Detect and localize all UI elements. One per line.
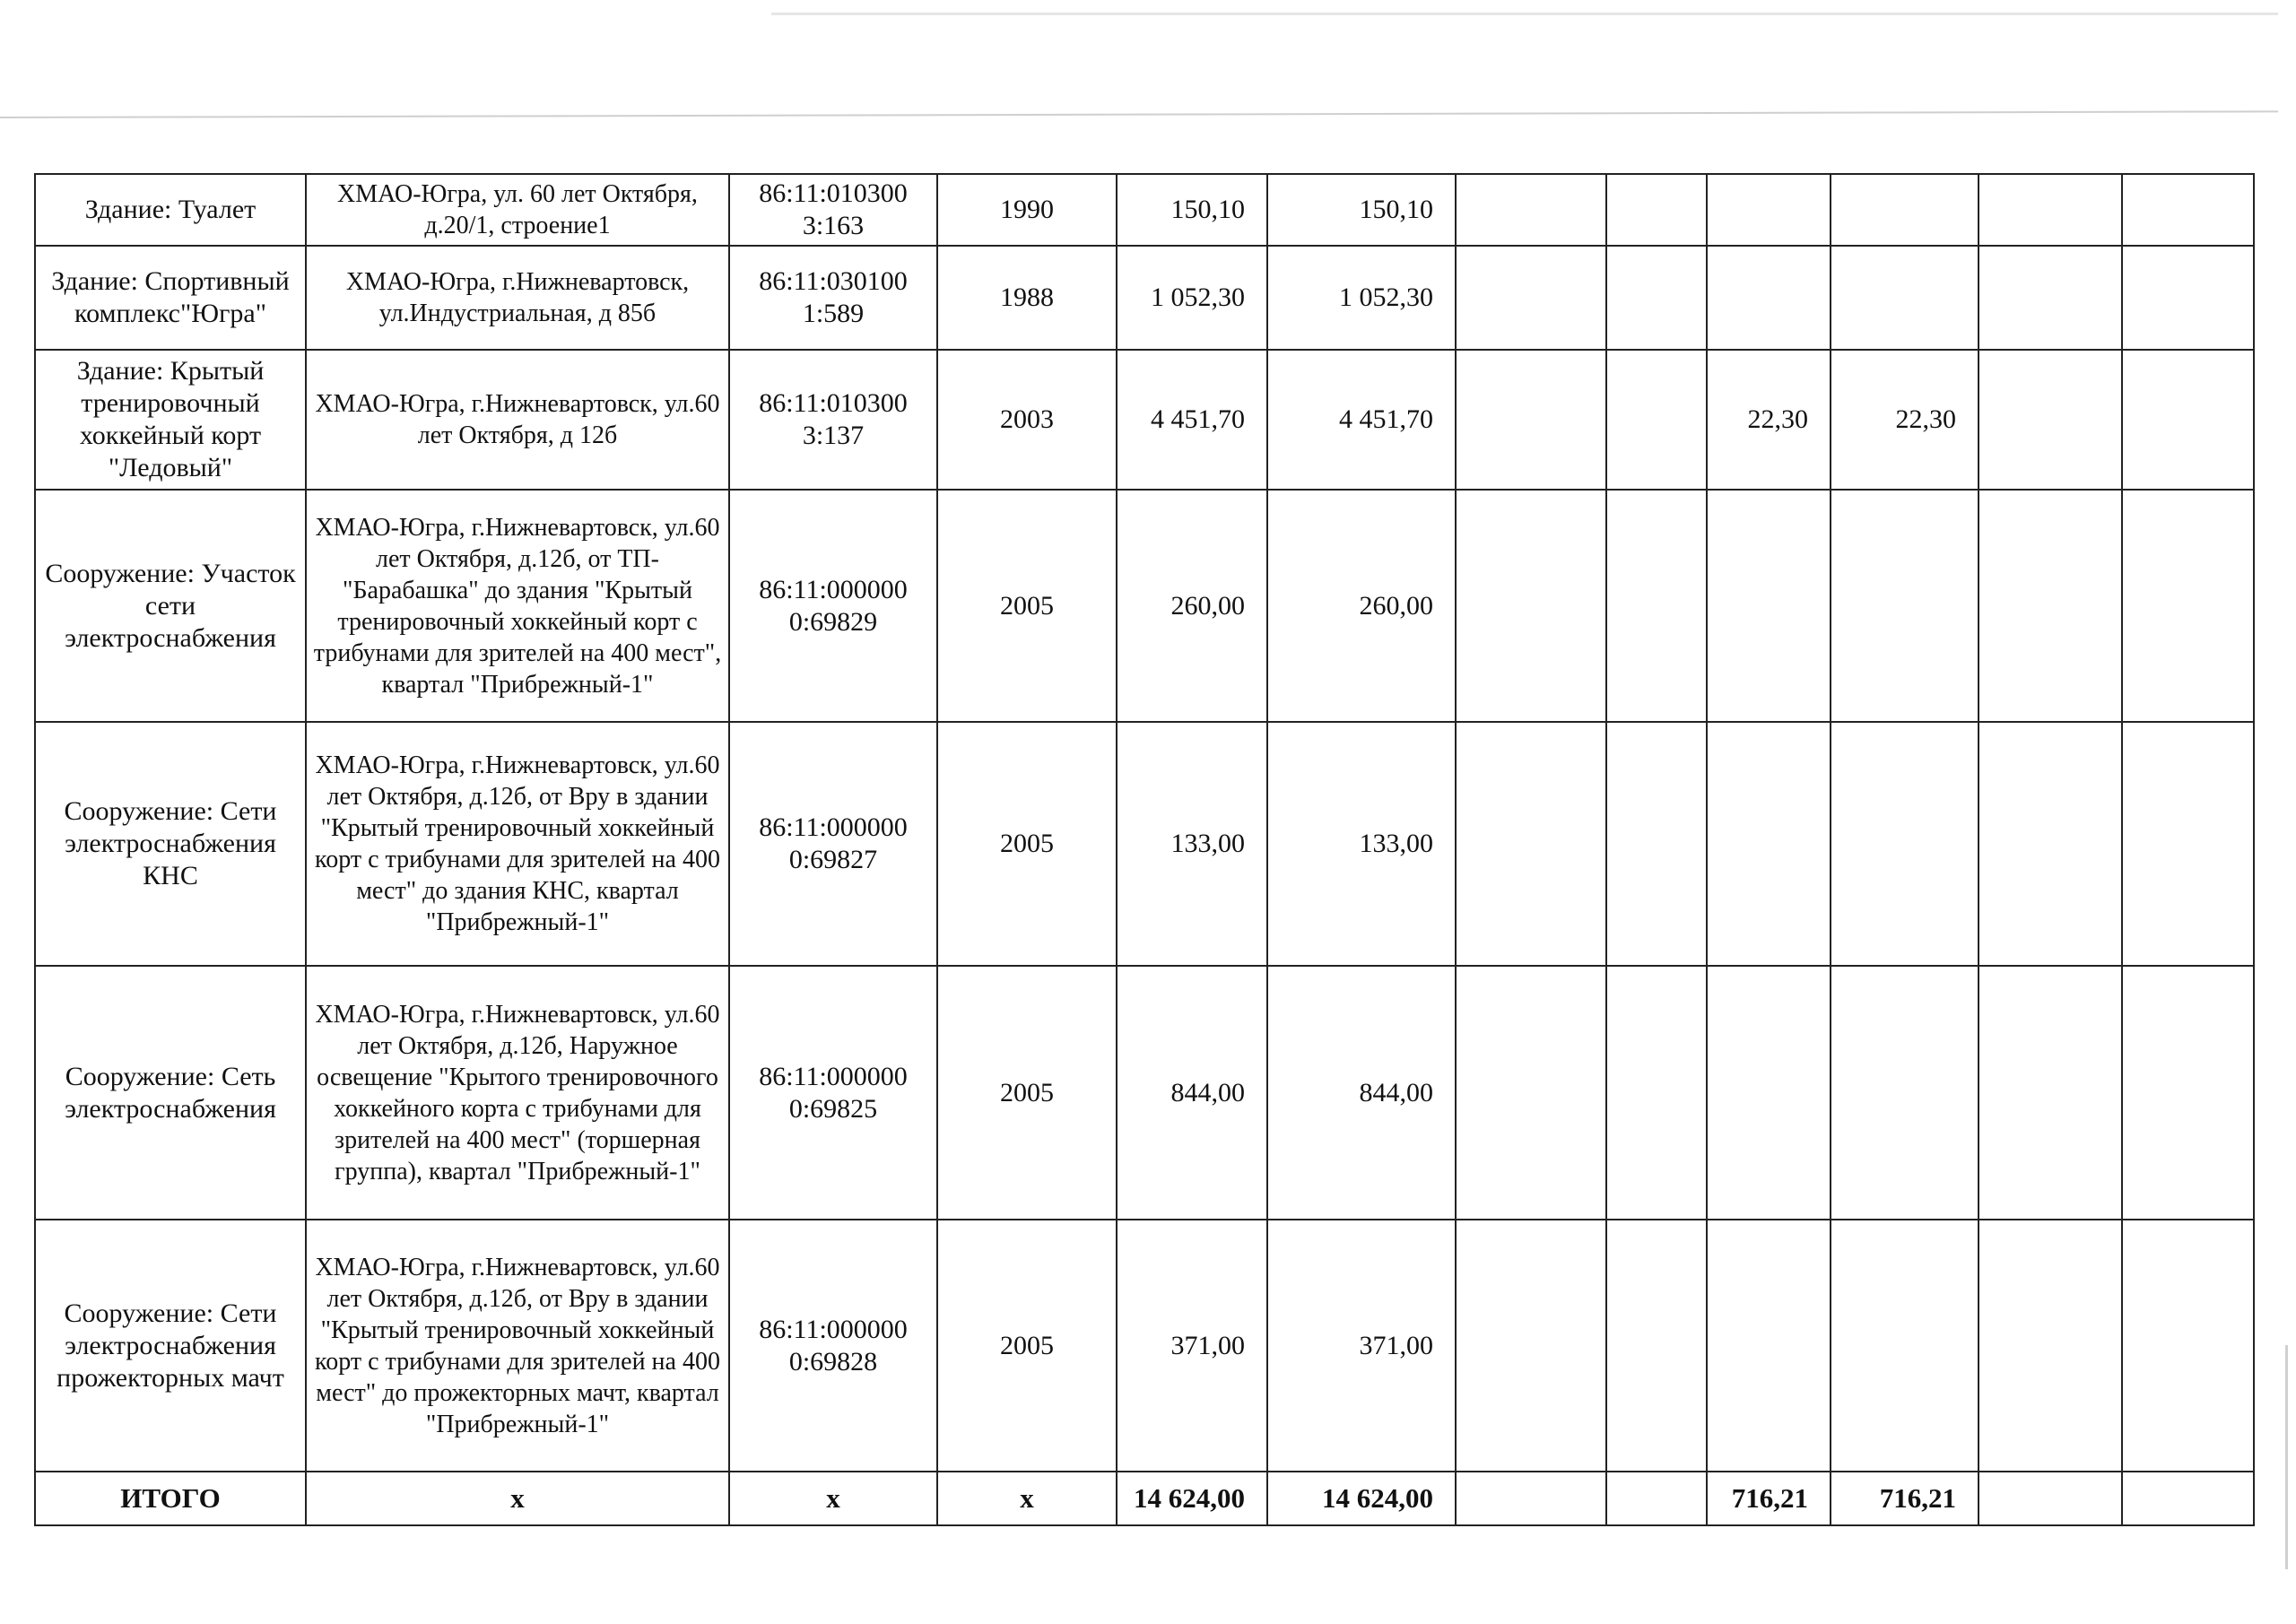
object-name: Сооружение: Сети электроснабжения прожекторных мачт (35, 1220, 306, 1472)
area-part (1707, 1220, 1831, 1472)
empty-cell (1979, 1472, 2122, 1525)
property-table (34, 173, 2255, 1526)
empty-cell (1606, 246, 1707, 350)
area-part (1707, 966, 1831, 1220)
area-total: 844,00 (1117, 966, 1267, 1220)
build-year: 2005 (937, 490, 1117, 722)
empty-cell (1606, 1220, 1707, 1472)
empty-cell (1979, 174, 2122, 246)
empty-cell (2122, 490, 2254, 722)
object-name: Здание: Туалет (35, 174, 306, 246)
cadastral-number: 86:11:000000 0:69829 (729, 490, 937, 722)
empty-cell (2122, 966, 2254, 1220)
empty-cell (2122, 1220, 2254, 1472)
object-address: ХМАО-Югра, г.Нижневартовск, ул.60 лет Октября, д 12б (306, 350, 729, 490)
object-address: ХМАО-Югра, ул. 60 лет Октября, д.20/1, строение1 (306, 174, 729, 246)
object-address: ХМАО-Югра, г.Нижневартовск, ул.60 лет Октября, д.12б, Наружное освещение "Крытого тренировочного хоккейного корта с трибунами для зрителей на 400 мест" (торшерная группа), квартал "Прибрежный-1" (306, 966, 729, 1220)
empty-cell (1606, 174, 1707, 246)
area-part-2 (1831, 966, 1979, 1220)
area-part (1707, 490, 1831, 722)
total-area-part-2: 716,21 (1831, 1472, 1979, 1525)
empty-cell (2122, 174, 2254, 246)
empty-cell (1456, 722, 1606, 966)
area-part-2 (1831, 1220, 1979, 1472)
empty-cell (1456, 1220, 1606, 1472)
object-address: ХМАО-Югра, г.Нижневартовск, ул.Индустриальная, д 85б (306, 246, 729, 350)
build-year: 1990 (937, 174, 1117, 246)
area-total: 1 052,30 (1117, 246, 1267, 350)
object-address: ХМАО-Югра, г.Нижневартовск, ул.60 лет Октября, д.12б, от Вру в здании "Крытый тренировочный хоккейный корт с трибунами для зрителей на 400 мест" до прожекторных мачт, квартал "Прибрежный-1" (306, 1220, 729, 1472)
empty-cell (1606, 966, 1707, 1220)
area-part: 22,30 (1707, 350, 1831, 490)
empty-cell (1979, 1220, 2122, 1472)
area-total: 133,00 (1117, 722, 1267, 966)
scan-fold-line (0, 110, 2278, 118)
total-area: 14 624,00 (1117, 1472, 1267, 1525)
area-part (1707, 246, 1831, 350)
cadastral-number: 86:11:010300 3:163 (729, 174, 937, 246)
table-row (35, 490, 2254, 722)
area-part-2 (1831, 722, 1979, 966)
object-name: Сооружение: Сеть электроснабжения (35, 966, 306, 1220)
empty-cell (2122, 1472, 2254, 1525)
area-value: 844,00 (1267, 966, 1456, 1220)
area-value: 371,00 (1267, 1220, 1456, 1472)
empty-cell (1606, 350, 1707, 490)
table-row (35, 350, 2254, 490)
empty-cell (1456, 490, 1606, 722)
object-address: ХМАО-Югра, г.Нижневартовск, ул.60 лет Октября, д.12б, от ТП-"Барабашка" до здания "Крытый тренировочный хоккейный корт с трибунами для зрителей на 400 мест", квартал "Прибрежный-1" (306, 490, 729, 722)
build-year: 1988 (937, 246, 1117, 350)
area-part-2 (1831, 490, 1979, 722)
empty-cell (1456, 350, 1606, 490)
scan-edge-line (771, 13, 2278, 15)
empty-cell (1979, 490, 2122, 722)
total-row (35, 1472, 2254, 1525)
area-part-2: 22,30 (1831, 350, 1979, 490)
empty-cell (1606, 722, 1707, 966)
area-total: 4 451,70 (1117, 350, 1267, 490)
total-area-value: 14 624,00 (1267, 1472, 1456, 1525)
area-value: 150,10 (1267, 174, 1456, 246)
cadastral-number: 86:11:000000 0:69825 (729, 966, 937, 1220)
empty-cell (1979, 966, 2122, 1220)
area-part (1707, 174, 1831, 246)
empty-cell (1456, 174, 1606, 246)
empty-cell (2122, 350, 2254, 490)
empty-cell (1606, 490, 1707, 722)
empty-cell (1979, 350, 2122, 490)
area-value: 133,00 (1267, 722, 1456, 966)
empty-cell (1979, 722, 2122, 966)
cadastral-number: 86:11:000000 0:69827 (729, 722, 937, 966)
build-year: 2005 (937, 722, 1117, 966)
area-part-2 (1831, 174, 1979, 246)
table-row (35, 174, 2254, 246)
area-total: 150,10 (1117, 174, 1267, 246)
table-row (35, 966, 2254, 1220)
area-part (1707, 722, 1831, 966)
empty-cell (2122, 722, 2254, 966)
cadastral-number: 86:11:010300 3:137 (729, 350, 937, 490)
area-part-2 (1831, 246, 1979, 350)
empty-cell (2122, 246, 2254, 350)
empty-cell (1456, 1472, 1606, 1525)
empty-cell (1456, 966, 1606, 1220)
object-address: ХМАО-Югра, г.Нижневартовск, ул.60 лет Октября, д.12б, от Вру в здании "Крытый тренировочный хоккейный корт с трибунами для зрителей на 400 мест" до здания КНС, квартал "Прибрежный-1" (306, 722, 729, 966)
area-total: 260,00 (1117, 490, 1267, 722)
scan-edge-mark (2285, 1345, 2288, 1569)
empty-cell (1979, 246, 2122, 350)
table-row (35, 246, 2254, 350)
table-row (35, 722, 2254, 966)
total-year: х (937, 1472, 1117, 1525)
empty-cell (1606, 1472, 1707, 1525)
area-value: 260,00 (1267, 490, 1456, 722)
object-name: Здание: Крытый тренировочный хоккейный корт "Ледовый" (35, 350, 306, 490)
build-year: 2003 (937, 350, 1117, 490)
total-address: х (306, 1472, 729, 1525)
object-name: Сооружение: Сети электроснабжения КНС (35, 722, 306, 966)
area-value: 1 052,30 (1267, 246, 1456, 350)
build-year: 2005 (937, 1220, 1117, 1472)
total-label: ИТОГО (35, 1472, 306, 1525)
total-cadastral: х (729, 1472, 937, 1525)
table-row (35, 1220, 2254, 1472)
empty-cell (1456, 246, 1606, 350)
area-total: 371,00 (1117, 1220, 1267, 1472)
cadastral-number: 86:11:000000 0:69828 (729, 1220, 937, 1472)
build-year: 2005 (937, 966, 1117, 1220)
object-name: Сооружение: Участок сети электроснабжения (35, 490, 306, 722)
object-name: Здание: Спортивный комплекс"Югра" (35, 246, 306, 350)
area-value: 4 451,70 (1267, 350, 1456, 490)
total-area-part: 716,21 (1707, 1472, 1831, 1525)
cadastral-number: 86:11:030100 1:589 (729, 246, 937, 350)
